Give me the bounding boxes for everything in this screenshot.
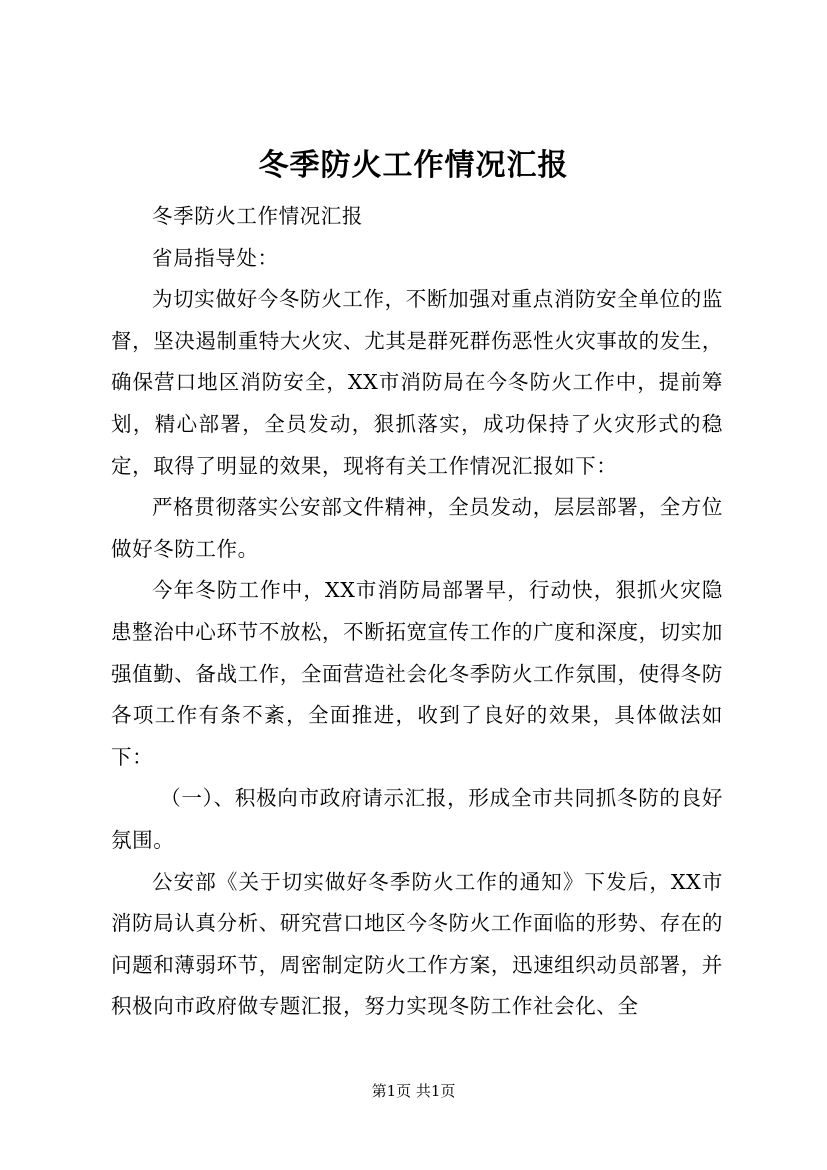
paragraph-summary: 今年冬防工作中，XX市消防局部署早，行动快，狠抓火灾隐患整治中心环节不放松，不断拓宽宣传工作的广度和深度，切实加强值勤、备战工作，全面营造社会化冬季防火工作氛围，使得冬防各项工作有条不紊，全面推进，收到了良好的效果，具体做法如下： [111,578,723,769]
document-title: 冬季防火工作情况汇报 [258,148,569,183]
paragraph-section-heading: （一）、积极向市政府请示汇报，形成全市共同抓冬防的良好氛围。 [111,786,723,852]
paragraph-section-body: 公安部《关于切实做好冬季防火工作的通知》下发后，XX市消防局认真分析、研究营口地区今冬防火工作面临的形势、存在的问题和薄弱环节，周密制定防火工作方案，迅速组织动员部署，并积极向市政府做专题汇报，努力实现冬防工作社会化、全 [111,869,723,1019]
paragraph-subtitle: 冬季防火工作情况汇报 [152,204,363,228]
page-number-footer: 第1页 共1页 [371,1082,456,1100]
paragraph-intro: 为切实做好今冬防火工作，不断加强对重点消防安全单位的监督，坚决遏制重特大火灾、尤其是群死群伤恶性火灾事故的发生，确保营口地区消防安全，XX市消防局在今冬防火工作中，提前筹划，精心部署，全员发动，狠抓落实，成功保持了火灾形式的稳定，取得了明显的效果，现将有关工作情况汇报如下： [111,287,723,478]
document-body [111,196,723,1028]
paragraph-directive: 严格贯彻落实公安部文件精神，全员发动，层层部署，全方位做好冬防工作。 [111,495,723,561]
paragraph-salutation: 省局指导处： [152,245,279,270]
